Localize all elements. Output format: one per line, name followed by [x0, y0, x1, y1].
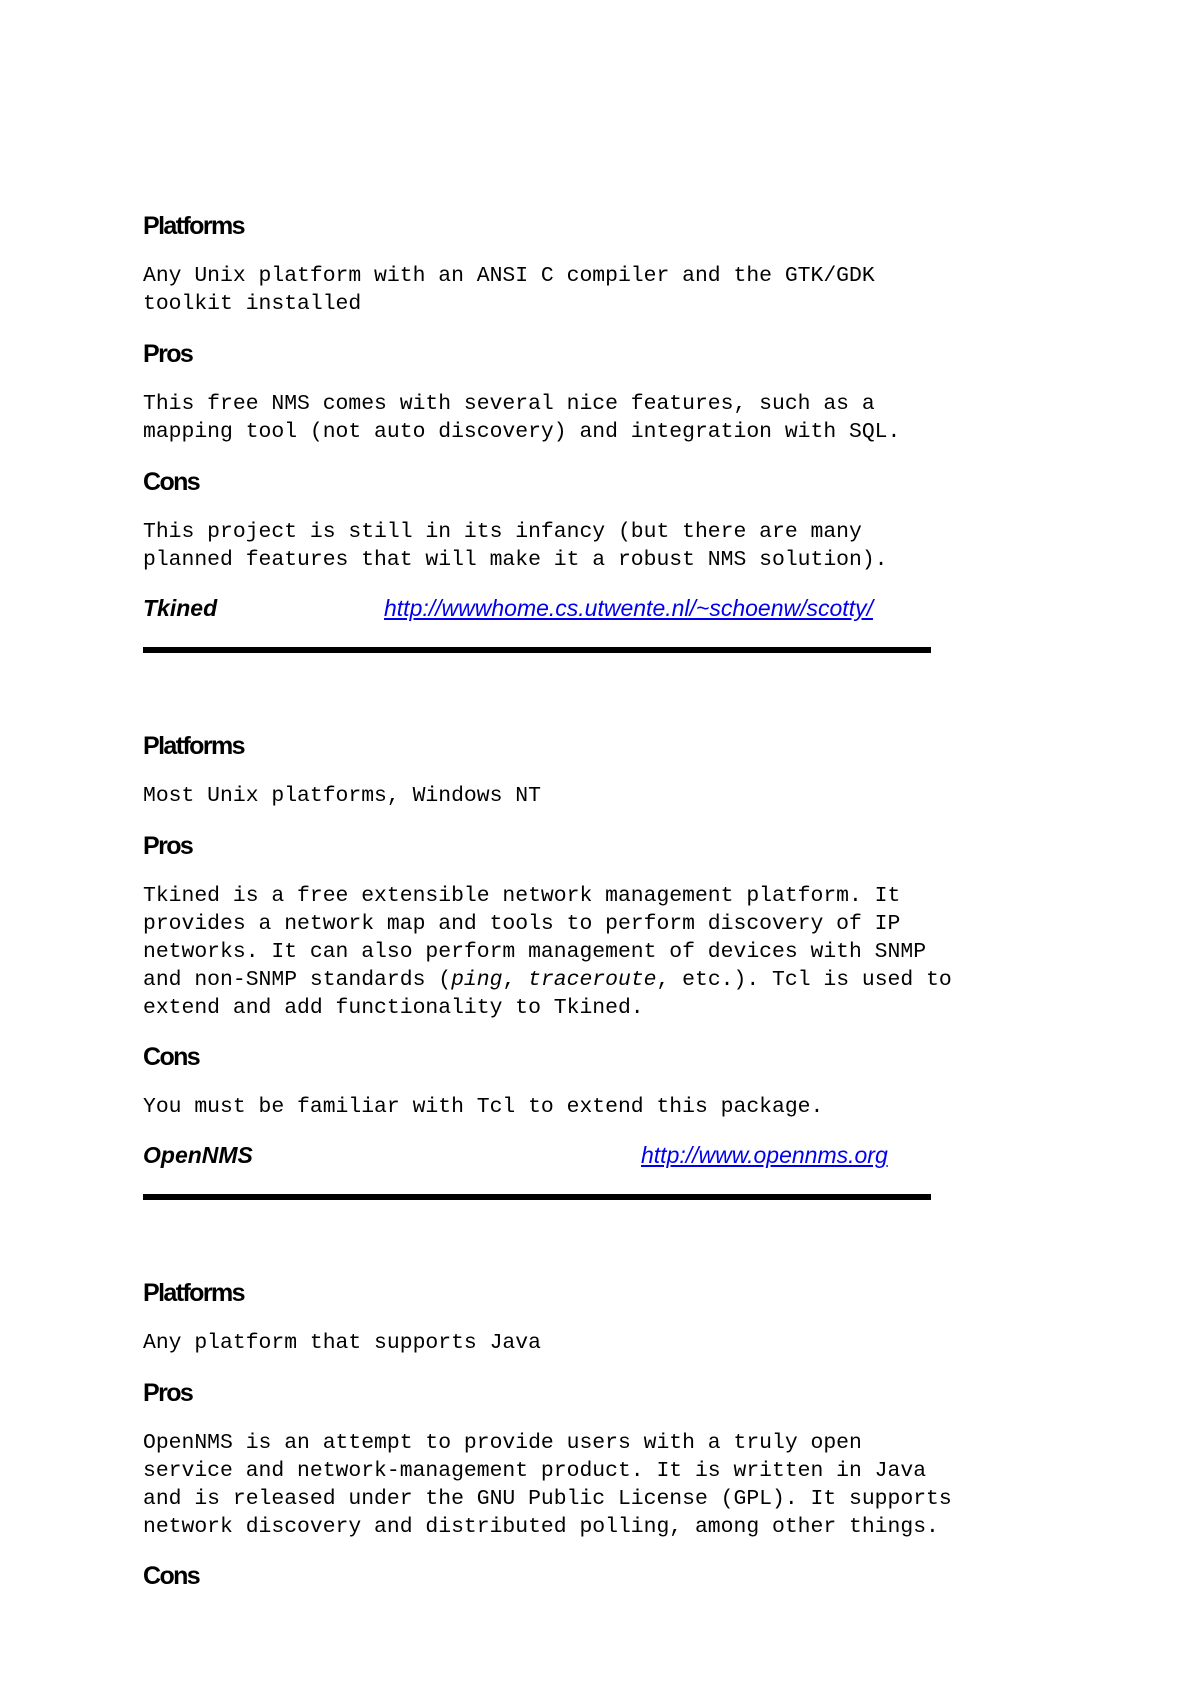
- pros-text-part: , etc.). Tcl is used to extend and add functionality to Tkined.: [143, 968, 952, 1020]
- platforms-text: Most Unix platforms, Windows NT: [143, 784, 541, 808]
- pros-text: This free NMS comes with several nice features, such as a mapping tool (not auto discovery) and integration with SQL.: [143, 392, 901, 444]
- pros-text-part: ,: [502, 968, 529, 992]
- product-name-tkined: Tkined: [143, 595, 218, 621]
- cons-heading: Cons: [143, 468, 200, 496]
- pros-heading: Pros: [143, 1379, 193, 1407]
- pros-text-part: Tkined is a free extensible network management platform. It provides a network map and tools to perform discovery of IP networks. It can also perform management of devices with SNMP and non-SNMP standards (: [143, 884, 927, 992]
- pros-heading: Pros: [143, 340, 193, 368]
- pros-text: [143, 882, 952, 1022]
- pros-italic-ping: ping: [451, 968, 503, 992]
- platforms-heading: Platforms: [143, 212, 244, 240]
- pros-italic-traceroute: traceroute: [528, 968, 657, 992]
- cons-heading: Cons: [143, 1562, 200, 1590]
- platforms-heading: Platforms: [143, 732, 244, 760]
- section-divider: [143, 647, 931, 653]
- section-divider: [143, 1194, 931, 1200]
- product-link-tkined[interactable]: http://wwwhome.cs.utwente.nl/~schoenw/scotty/: [384, 595, 873, 621]
- product-link-opennms[interactable]: http://www.opennms.org: [641, 1142, 888, 1168]
- product-name-opennms: OpenNMS: [143, 1142, 253, 1168]
- platforms-heading: Platforms: [143, 1279, 244, 1307]
- pros-text: OpenNMS is an attempt to provide users with a truly open service and network-management product. It is written in Java and is released under the GNU Public License (GPL). It supports network discovery and distributed polling, among other things.: [143, 1431, 952, 1539]
- platforms-text: Any Unix platform with an ANSI C compiler and the GTK/GDK toolkit installed: [143, 264, 875, 316]
- cons-heading: Cons: [143, 1043, 200, 1071]
- cons-text: You must be familiar with Tcl to extend this package.: [143, 1095, 824, 1119]
- platforms-text: Any platform that supports Java: [143, 1331, 541, 1355]
- cons-text: This project is still in its infancy (but there are many planned features that will make it a robust NMS solution).: [143, 520, 888, 572]
- pros-heading: Pros: [143, 832, 193, 860]
